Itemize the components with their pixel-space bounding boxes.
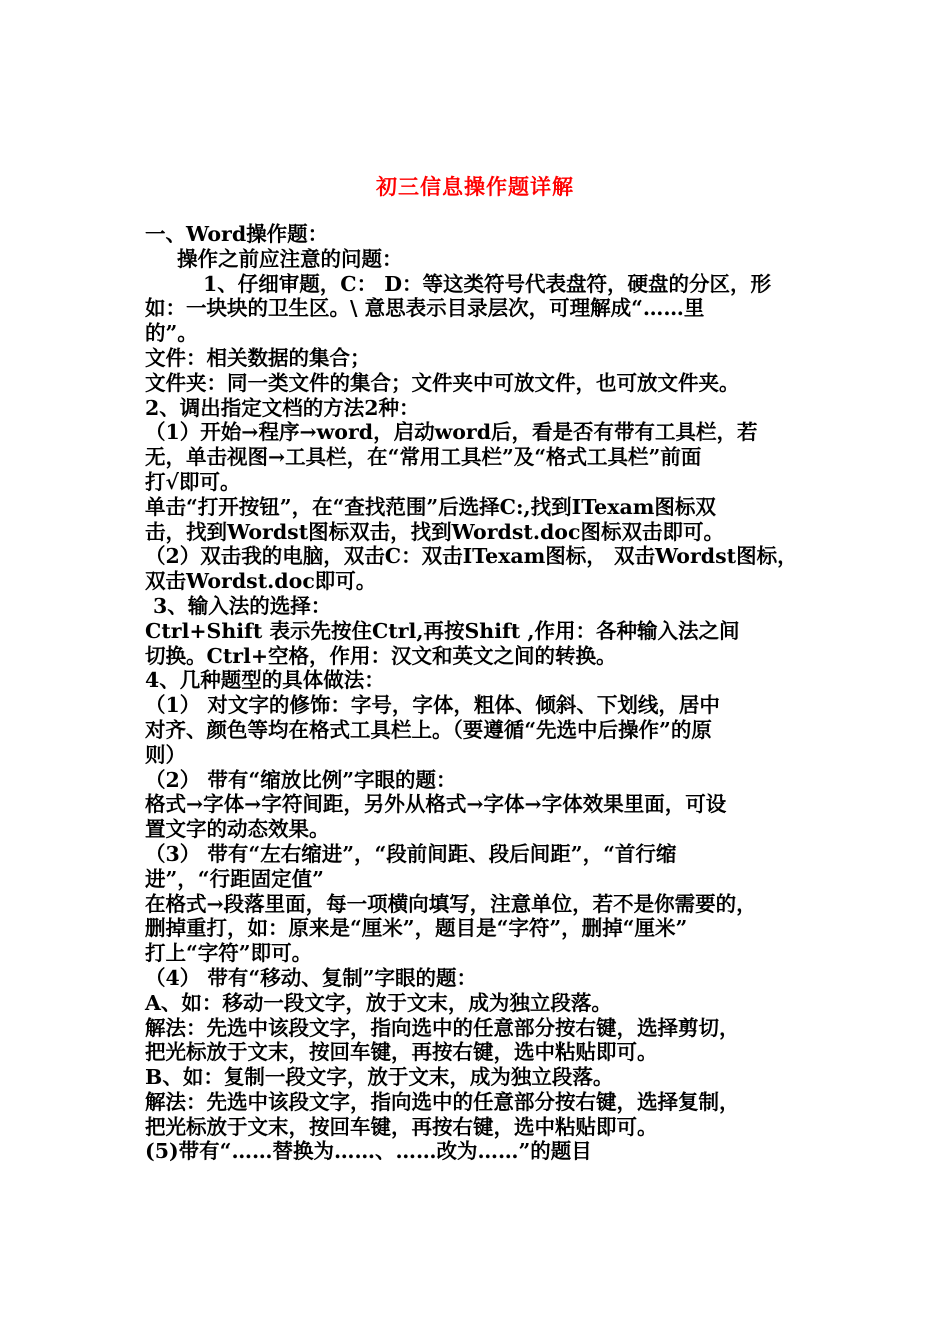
paragraph-line: (5)带有“……替换为……、……改为……”的题目	[145, 1139, 592, 1164]
paragraph-line: （2） 带有“缩放比例”字眼的题：	[145, 767, 457, 792]
paragraph-line: 把光标放于文末，按回车键，再按右键，选中粘贴即可。	[145, 1114, 658, 1139]
paragraph-line: （4） 带有“移动、复制”字眼的题：	[145, 965, 477, 990]
paragraph-line: 的”。	[145, 321, 198, 346]
paragraph-line: 把光标放于文末，按回车键，再按右键，选中粘贴即可。	[145, 1040, 658, 1065]
paragraph-line: 解法：先选中该段文字，指向选中的任意部分按右键，选择剪切，	[145, 1015, 740, 1040]
section-heading-word: 一、Word操作题：	[145, 222, 329, 246]
paragraph-line: B、如：复制一段文字，放于文末，成为独立段落。	[145, 1065, 614, 1090]
document-body	[145, 222, 825, 1164]
paragraph-line: 打上“字符”即可。	[145, 941, 313, 966]
paragraph-line: 在格式→段落里面，每一项横向填写，注意单位，若不是你需要的，	[145, 891, 757, 916]
paragraph-line: （1） 对文字的修饰：字号，字体，粗体、倾斜、下划线，居中	[145, 693, 720, 718]
paragraph-line: 置文字的动态效果。	[145, 817, 330, 842]
paragraph-line: 1、仔细审题，C： D：等这类符号代表盘符，硬盘的分区，形	[203, 271, 771, 296]
paragraph-line: 双击Wordst.doc即可。	[145, 569, 377, 594]
paragraph-line: 对齐、颜色等均在格式工具栏上。（要遵循“先选中后操作”的原	[145, 717, 712, 742]
paragraph-line: Ctrl+Shift 表示先按住Ctrl,再按Shift ,作用：各种输入法之间	[145, 618, 740, 643]
paragraph-line: 打√即可。	[145, 469, 241, 494]
subheading-precautions: 操作之前应注意的问题：	[177, 246, 403, 271]
paragraph-line: 格式→字体→字符间距，另外从格式→字体→字体效果里面，可设	[145, 792, 727, 817]
paragraph-line: （2）双击我的电脑，双击C：双击ITexam图标， 双击Wordst图标，	[145, 544, 798, 569]
paragraph-line: 切换。Ctrl+空格，作用：汉文和英文之间的转换。	[145, 643, 617, 668]
paragraph-line: 进”，“行距固定值”	[145, 866, 324, 891]
paragraph-line: 解法：先选中该段文字，指向选中的任意部分按右键，选择复制，	[145, 1089, 740, 1114]
section-heading-input-method: 3、输入法的选择：	[153, 593, 332, 618]
paragraph-line: 文件：相关数据的集合；	[145, 345, 371, 370]
paragraph-line: A、如：移动一段文字，放于文末，成为独立段落。	[145, 990, 612, 1015]
section-heading-open-doc: 2、调出指定文档的方法2种：	[145, 395, 420, 420]
paragraph-line: 则）	[145, 742, 186, 767]
paragraph-line: （1）开始→程序→word，启动word后，看是否有带有工具栏，若	[145, 420, 758, 445]
paragraph-line: 文件夹：同一类文件的集合；文件夹中可放文件，也可放文件夹。	[145, 370, 740, 395]
paragraph-line: 击，找到Wordst图标双击，找到Wordst.doc图标双击即可。	[145, 519, 724, 544]
section-heading-question-types: 4、几种题型的具体做法：	[145, 668, 385, 693]
document-title: 初三信息操作题详解	[376, 174, 574, 199]
paragraph-line: （3） 带有“左右缩进”，“段前间距、段后间距”，“首行缩	[145, 841, 677, 866]
paragraph-line: 如：一块块的卫生区。\ 意思表示目录层次，可理解成“……里	[145, 296, 705, 321]
paragraph-line: 无，单击视图→工具栏，在“常用工具栏”及“格式工具栏”前面	[145, 445, 702, 470]
paragraph-line: 单击“打开按钮”，在“查找范围”后选择C:,找到ITexam图标双	[145, 494, 716, 519]
paragraph-line: 删掉重打，如：原来是“厘米”，题目是“字符”，删掉“厘米”	[145, 916, 688, 941]
